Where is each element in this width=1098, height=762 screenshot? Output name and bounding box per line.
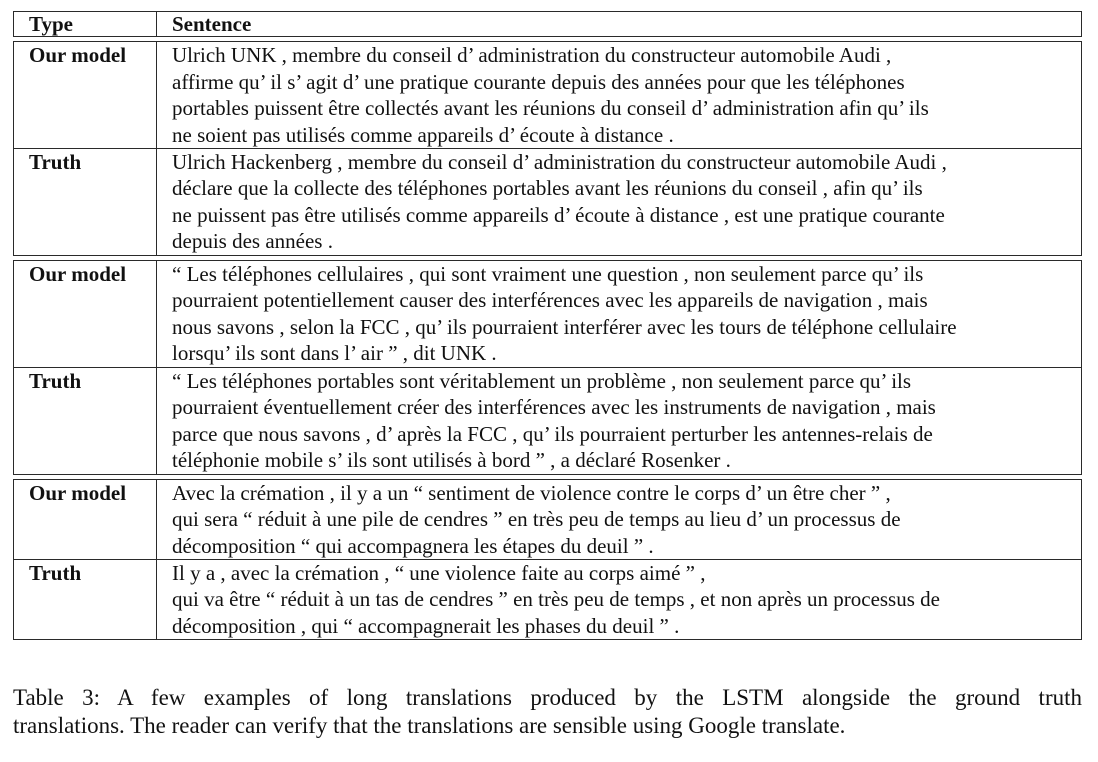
sentence-line: pourraient potentiellement causer des interférences avec les appareils de navigation , mais <box>172 288 928 313</box>
sentence-line: “ Les téléphones cellulaires , qui sont vraiment une question , non seulement parce qu’ ils <box>172 261 924 286</box>
sentence-line: nous savons , selon la FCC , qu’ ils pourraient interférer avec les tours de téléphone cellulaire <box>172 314 957 339</box>
table-caption <box>13 684 1082 740</box>
header-type: Type <box>14 12 157 36</box>
sentence-line: lorsqu’ ils sont dans l’ air ” , dit UNK . <box>172 341 497 366</box>
row-sentence <box>157 149 1081 255</box>
sentence-line: parce que nous savons , d’ après la FCC , qu’ ils pourraient perturber les antennes-relais de <box>172 421 933 446</box>
row-type: Truth <box>14 149 157 255</box>
sentence-line: téléphonie mobile s’ ils sont utilisés à bord ” , a déclaré Rosenker . <box>172 448 731 473</box>
row-type: Our model <box>14 480 157 560</box>
sentence-line: pourraient éventuellement créer des interférences avec les instruments de navigation , mais <box>172 395 936 420</box>
row-type: Truth <box>14 560 157 640</box>
table-row <box>13 148 1082 256</box>
table-row <box>13 479 1082 561</box>
table-header-row <box>13 11 1082 37</box>
table-row <box>13 260 1082 368</box>
sentence-line: déclare que la collecte des téléphones portables avant les réunions du conseil , afin qu’ ils <box>172 176 923 201</box>
sentence-line: “ Les téléphones portables sont véritablement un problème , non seulement parce qu’ ils <box>172 368 912 393</box>
sentence-line: Il y a , avec la crémation , “ une violence faite au corps aimé ” , <box>172 560 706 585</box>
sentence-line: Ulrich Hackenberg , membre du conseil d’ administration du constructeur automobile Audi , <box>172 149 947 174</box>
header-sentence: Sentence <box>172 12 252 36</box>
sentence-line: qui sera “ réduit à une pile de cendres ” en très peu de temps au lieu d’ un processus de <box>172 507 901 532</box>
sentence-line: affirme qu’ il s’ agit d’ une pratique courante depuis des années pour que les téléphones <box>172 69 905 94</box>
table-row <box>13 41 1082 149</box>
sentence-line: portables puissent être collectés avant les réunions du conseil d’ administration afin qu’ ils <box>172 96 929 120</box>
sentence-line: depuis des années . <box>172 229 333 254</box>
row-sentence <box>157 368 1081 474</box>
row-type: Our model <box>14 42 157 148</box>
row-type: Truth <box>14 368 157 474</box>
sentence-line: qui va être “ réduit à un tas de cendres ” en très peu de temps , et non après un processus de <box>172 587 940 612</box>
row-sentence <box>157 42 1081 148</box>
sentence-line: Avec la crémation , il y a un “ sentiment de violence contre le corps d’ un être cher ” , <box>172 480 891 505</box>
table-row <box>13 559 1082 641</box>
caption-line: translations. The reader can verify that the translations are sensible using Google translate. <box>13 713 846 738</box>
sentence-line: Ulrich UNK , membre du conseil d’ administration du constructeur automobile Audi , <box>172 43 892 67</box>
sentence-line: décomposition “ qui accompagnera les étapes du deuil ” . <box>172 533 654 558</box>
sentence-line: ne soient pas utilisés comme appareils d’ écoute à distance . <box>172 122 674 147</box>
row-type: Our model <box>14 261 157 367</box>
table-row <box>13 367 1082 475</box>
sentence-line: ne puissent pas être utilisés comme appareils d’ écoute à distance , est une pratique courante <box>172 202 945 227</box>
translations-table <box>13 11 1082 640</box>
row-sentence <box>157 261 1081 367</box>
sentence-line: décomposition , qui “ accompagnerait les phases du deuil ” . <box>172 613 680 638</box>
row-sentence <box>157 560 1081 640</box>
row-sentence <box>157 480 1081 560</box>
caption-line: Table 3: A few examples of long translations produced by the LSTM alongside the ground truth <box>13 685 1082 710</box>
